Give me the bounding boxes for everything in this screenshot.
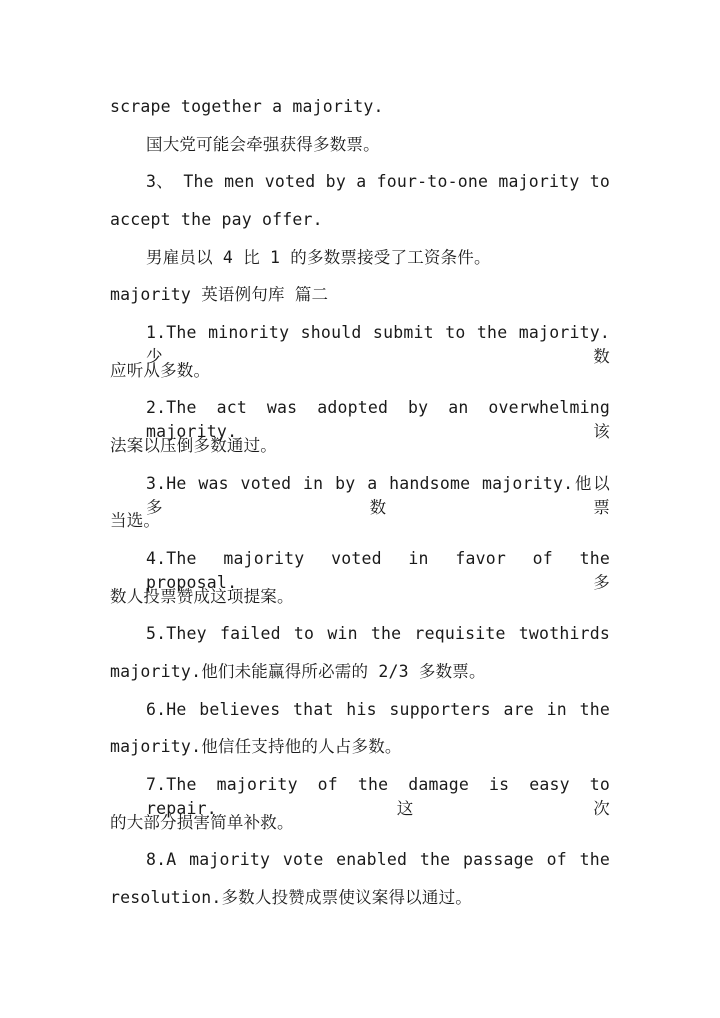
text-line: 应听从多数。 — [110, 361, 211, 380]
text-line: 3、 The men voted by a four-to-one majority to — [146, 172, 610, 191]
text-line: 国大党可能会牵强获得多数票。 — [146, 135, 380, 154]
text-line: 3.He was voted in by a handsome majority.他以多数票 — [146, 474, 610, 517]
text-line: 6.He believes that his supporters are in the — [146, 700, 610, 719]
text-line: 8.A majority vote enabled the passage of the — [146, 850, 610, 869]
text-line: majority.他信任支持他的人占多数。 — [110, 737, 402, 756]
text-line: 7.The majority of the damage is easy to repair.这次 — [146, 775, 610, 818]
text-line: accept the pay offer. — [110, 210, 323, 229]
text-line: majority.他们未能赢得所必需的 2/3 多数票。 — [110, 662, 486, 681]
text-line: scrape together a majority. — [110, 97, 384, 116]
text-line: 的大部分损害简单补救。 — [110, 813, 294, 832]
text-line: 男雇员以 4 比 1 的多数票接受了工资条件。 — [146, 248, 491, 267]
text-line: 2.The act was adopted by an overwhelming majority.该 — [146, 398, 610, 441]
text-line: 当选。 — [110, 511, 161, 530]
text-line: 5.They failed to win the requisite twothirds — [146, 624, 610, 643]
text-line: 数人投票赞成这项提案。 — [110, 587, 294, 606]
text-line: 法案以压倒多数通过。 — [110, 436, 277, 455]
text-line: resolution.多数人投赞成票使议案得以通过。 — [110, 888, 472, 907]
text-line: 1.The minority should submit to the majority.少数 — [146, 323, 610, 366]
section-heading: majority 英语例句库 篇二 — [110, 285, 329, 304]
text-line: 4.The majority voted in favor of the proposal.多 — [146, 549, 610, 592]
